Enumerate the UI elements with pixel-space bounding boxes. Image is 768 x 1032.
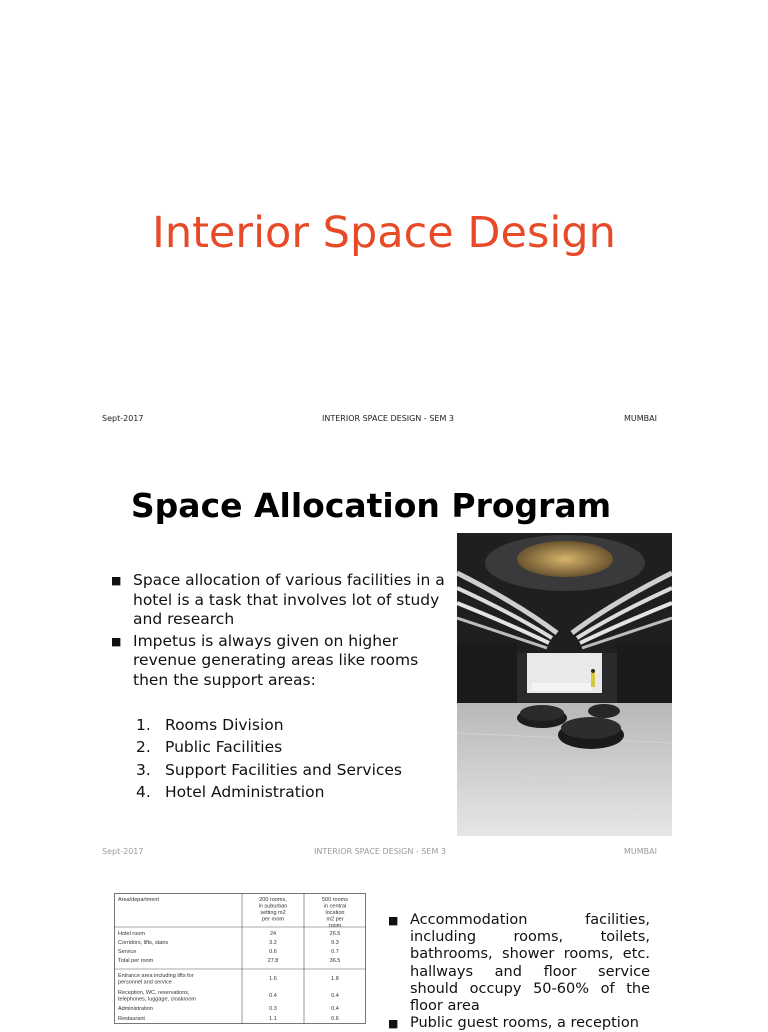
- table-header-cell: m2 per: [326, 916, 344, 923]
- table-header-cell: per room: [261, 916, 285, 923]
- bullet-marker-icon: ■: [111, 574, 122, 587]
- bullet-item: [388, 912, 650, 1015]
- numbered-list: [136, 714, 402, 803]
- table-cell: 1.8: [331, 976, 339, 982]
- table-cell: 0.4: [331, 993, 339, 999]
- list-number: 3.: [136, 760, 151, 779]
- table-cell: Reception, WC, reservations,: [118, 990, 190, 996]
- table-cell: 36.5: [329, 958, 341, 964]
- bullet-list: [111, 571, 446, 692]
- table-header-cell: room: [328, 923, 342, 929]
- table-cell: 0.6: [269, 949, 277, 955]
- table-cell: personnel and service: [118, 979, 172, 986]
- table-header-cell: Area/department: [118, 897, 159, 903]
- table-cell: 0.7: [331, 949, 339, 955]
- table-cell: 26.5: [329, 931, 341, 937]
- table-header-cell: location: [325, 910, 345, 916]
- table-cell: Total per room: [118, 958, 154, 964]
- bullet-marker-icon: ■: [388, 1017, 399, 1031]
- table-cell: Service: [118, 949, 137, 955]
- bullet-marker-icon: ■: [388, 914, 399, 927]
- list-number: 4.: [136, 782, 151, 801]
- bullet-text: Accommodation facilities, including rooms, toilets, bathrooms, shower rooms, etc. hallways and floor service should occupy 50-60% of the floor area: [410, 912, 650, 1015]
- list-number: 2.: [136, 738, 151, 757]
- list-item: [136, 759, 402, 781]
- table-cell: 24: [269, 931, 277, 937]
- table-cell: 9.3: [331, 940, 339, 946]
- table-cell: 0.4: [331, 1006, 339, 1012]
- table-header-cell: in central: [323, 903, 347, 910]
- list-item: [136, 781, 402, 803]
- table-cell: Corridors, lifts, stairs: [118, 940, 169, 946]
- table-cell: 0.3: [269, 1006, 277, 1012]
- hotel-lobby-photo: [457, 533, 672, 836]
- table-header-cell: in suburban: [258, 903, 288, 910]
- list-text: Public Facilities: [165, 738, 283, 757]
- table-cell: 3.2: [269, 940, 277, 946]
- list-number: 1.: [136, 716, 151, 734]
- list-item: [136, 714, 402, 736]
- bullet-text: Public guest rooms, a reception: [410, 1015, 639, 1032]
- table-header-cell: 200 rooms,: [259, 897, 287, 903]
- bullet-text: Impetus is always given on higher revenue generating areas like rooms then the support areas:: [133, 631, 419, 689]
- table-cell: 1.1: [269, 1016, 277, 1022]
- table-cell: Administration: [118, 1006, 153, 1012]
- slide-title: Space Allocation Program: [130, 486, 612, 525]
- footer-date: Sept-2017: [102, 847, 144, 856]
- list-text: Hotel Administration: [165, 782, 325, 801]
- area-allocation-table: [114, 893, 366, 1024]
- slide-title: Interior Space Design: [152, 208, 616, 258]
- footer-course: INTERIOR SPACE DESIGN - SEM 3: [314, 847, 446, 856]
- bullet-text: Space allocation of various facilities in a hotel is a task that involves lot of study and research: [133, 571, 445, 628]
- bullet-item: [111, 632, 446, 691]
- footer-location: MUMBAI: [624, 847, 657, 856]
- list-text: Rooms Division: [165, 716, 284, 734]
- table-cell: Hotel room: [118, 931, 145, 937]
- list-item: [136, 736, 402, 758]
- bullet-list: [388, 912, 650, 1032]
- table-header-cell: setting m2: [260, 910, 286, 916]
- table-cell: 0.6: [331, 1016, 339, 1022]
- table-cell: 0.4: [269, 993, 277, 999]
- table-header-cell: 500 rooms: [322, 897, 348, 903]
- table-cell: 27.8: [267, 958, 279, 964]
- footer-course: INTERIOR SPACE DESIGN - SEM 3: [322, 414, 454, 423]
- bullet-marker-icon: ■: [111, 634, 122, 648]
- bullet-item: [111, 571, 446, 630]
- table-cell: telephones, luggage, cloakroom: [118, 996, 196, 1003]
- footer-date: Sept-2017: [102, 414, 144, 423]
- table-cell: Entrance area including lifts for: [118, 973, 194, 979]
- table-cell: Restaurant: [118, 1016, 145, 1022]
- footer-location: MUMBAI: [624, 414, 657, 423]
- table-cell: 1.6: [269, 976, 277, 982]
- list-text: Support Facilities and Services: [165, 760, 403, 779]
